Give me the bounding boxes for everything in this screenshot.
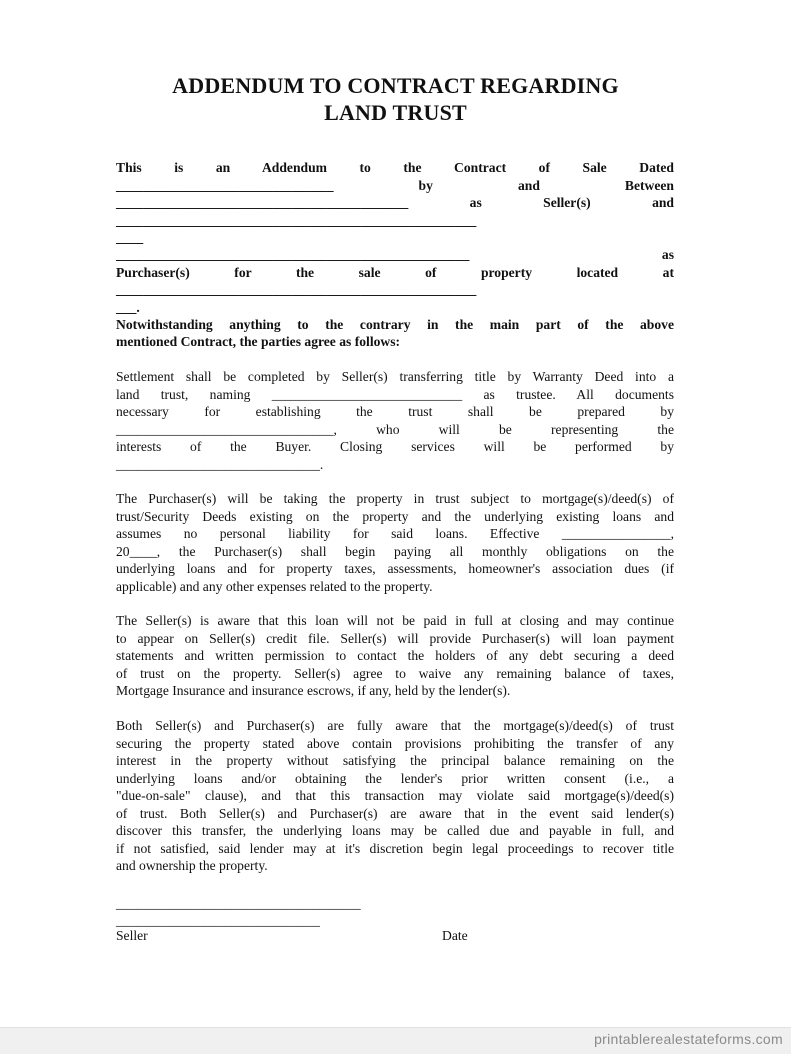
paragraph-purchaser-line: 20____, the Purchaser(s) shall begin paying all monthly obligations on the: [116, 544, 674, 559]
footer-bar: [0, 1027, 791, 1054]
paragraph-due-on-sale-line: and ownership the property.: [116, 858, 268, 873]
notwithstanding-line: mentioned Contract, the parties agree as follows:: [116, 334, 401, 349]
intro-line: ___________________________________________ as Seller(s) and: [116, 195, 674, 210]
paragraph-due-on-sale-line: securing the property stated above contain provisions prohibiting the transfer of any: [116, 736, 674, 751]
notwithstanding-line: Notwithstanding anything to the contrary in the main part of the above: [116, 317, 674, 332]
paragraph-purchaser-line: assumes no personal liability for said loans. Effective ________________,: [116, 526, 674, 541]
paragraph-settlement-line: land trust, naming ____________________________ as trustee. All documents: [116, 387, 674, 402]
paragraph-seller-aware-line: statements and written permission to contact the holders of any debt securing a deed: [116, 648, 674, 663]
intro-line: ____________________________________________________ as: [116, 247, 674, 262]
paragraph-settlement-line: necessary for establishing the trust shall be prepared by: [116, 404, 674, 419]
intro-line: _____________________________________________________: [116, 282, 477, 297]
paragraph-due-on-sale-line: "due-on-sale" clause), and that this transaction may violate said mortgage(s)/deed(s): [116, 788, 674, 803]
paragraph-due-on-sale-line: interest in the property without satisfying the principal balance remaining on the: [116, 753, 674, 768]
paragraph-seller-aware-line: Mortgage Insurance and insurance escrows, if any, held by the lender(s).: [116, 683, 511, 698]
intro-line: Purchaser(s) for the sale of property located at: [116, 265, 674, 280]
intro-line: ____: [116, 230, 144, 245]
intro-line: ___.: [116, 300, 140, 315]
paragraph-seller-aware-line: of trust on the property. Seller(s) agree to waive any remaining balance of taxes,: [116, 666, 674, 681]
signature-line-2: ______________________________: [116, 913, 320, 928]
paragraph-due-on-sale-line: if not satisfied, said lender may at it's discretion begin legal proceedings to recover title: [116, 841, 674, 856]
title-line-1: ADDENDUM TO CONTRACT REGARDING: [172, 73, 619, 98]
paragraph-due-on-sale-line: of trust. Both Seller(s) and Purchaser(s) are aware that in the event said lender(s): [116, 806, 674, 821]
document-title: [60, 72, 731, 126]
paragraph-due-on-sale-line: underlying loans and/or obtaining the lender's prior written consent (i.e., a: [116, 771, 674, 786]
paragraph-purchaser-line: trust/Security Deeds existing on the property and the underlying existing loans and: [116, 509, 674, 524]
title-line-2: LAND TRUST: [324, 100, 467, 125]
paragraph-due-on-sale-line: Both Seller(s) and Purchaser(s) are fully aware that the mortgage(s)/deed(s) of trust: [116, 718, 674, 733]
paragraph-settlement-line: Settlement shall be completed by Seller(s) transferring title by Warranty Deed into a: [116, 369, 674, 384]
paragraph-settlement-line: ______________________________.: [116, 457, 324, 472]
intro-line: This is an Addendum to the Contract of Sale Dated: [116, 160, 674, 175]
paragraph-seller-aware-line: to appear on Seller(s) credit file. Seller(s) will provide Purchaser(s) will loan payment: [116, 631, 674, 646]
seller-label: Seller: [116, 928, 148, 943]
paragraph-settlement-line: ________________________________, who will be representing the: [116, 422, 674, 437]
paragraph-purchaser-line: underlying loans and for property taxes, assessments, homeowner's association dues (if: [116, 561, 674, 576]
paragraph-settlement-line: interests of the Buyer. Closing services will be performed by: [116, 439, 674, 454]
footer-watermark: printablerealestateforms.com: [594, 1031, 783, 1047]
signature-line-1: ____________________________________: [116, 896, 361, 911]
paragraph-purchaser-line: The Purchaser(s) will be taking the property in trust subject to mortgage(s)/deed(s) of: [116, 491, 674, 506]
paragraph-due-on-sale-line: discover this transfer, the underlying loans may be called due and payable in full, and: [116, 823, 674, 838]
intro-line: ________________________________ by and Between: [116, 178, 674, 193]
intro-line: _____________________________________________________: [116, 213, 477, 228]
paragraph-purchaser-line: applicable) and any other expenses related to the property.: [116, 579, 433, 594]
date-label: Date: [442, 928, 468, 943]
paragraph-seller-aware-line: The Seller(s) is aware that this loan will not be paid in full at closing and may continue: [116, 613, 674, 628]
